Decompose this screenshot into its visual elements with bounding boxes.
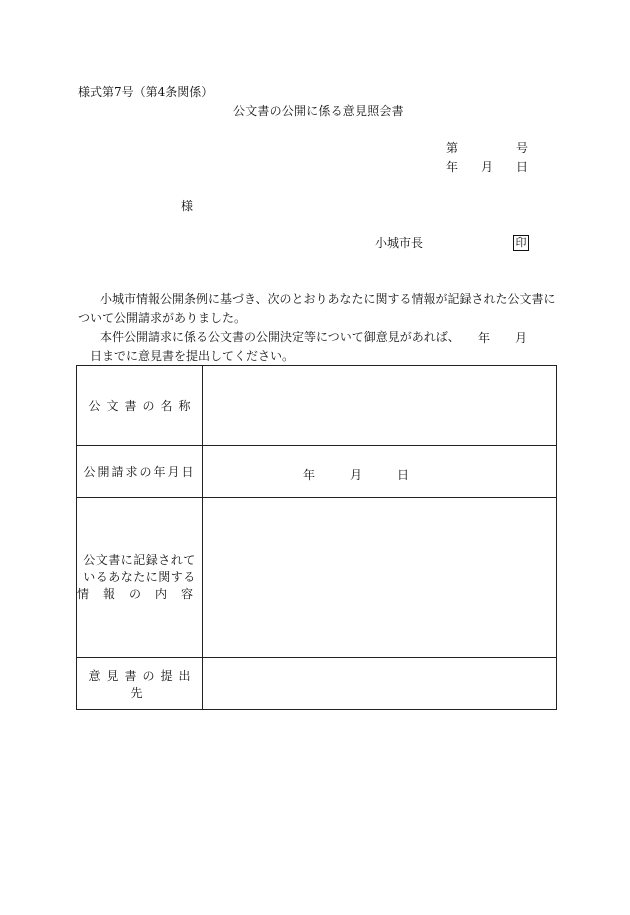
issue-date-year: 年 <box>446 160 459 174</box>
request-date-year: 年 <box>303 468 316 482</box>
issue-date-day: 日 <box>516 160 529 174</box>
reference-number-suffix: 号 <box>516 141 529 155</box>
opinion-form-table <box>76 365 557 710</box>
table-row <box>77 366 557 446</box>
label-information-content: 公文書に記録されて いるあなたに関する 情報の内容 <box>77 498 203 658</box>
reference-number-prefix: 第 <box>446 141 459 155</box>
paragraph2-line2: 日までに意見書を提出してください。 <box>90 349 295 363</box>
request-date-day: 日 <box>397 468 410 482</box>
form-number: 様式第7号（第4条関係） <box>78 85 214 99</box>
table-row <box>77 446 557 498</box>
paragraph-opinion-request <box>78 328 563 366</box>
table-row <box>77 498 557 658</box>
deadline-year: 年 <box>478 331 491 345</box>
seal-mark: 印 <box>513 235 529 251</box>
label-submission-destination: 意見書の提出先 <box>77 658 203 710</box>
field-information-content[interactable] <box>203 498 557 658</box>
table-row <box>77 658 557 710</box>
issuer-name: 小城市長 <box>375 236 424 250</box>
label-document-name: 公文書の名称 <box>77 366 203 446</box>
paragraph1-line1: 小城市情報公開条例に基づき、次のとおりあなたに関する情報が記録された公文書に <box>100 292 556 306</box>
deadline-month: 月 <box>515 331 528 345</box>
field-request-date[interactable] <box>203 446 557 498</box>
paragraph2-line1: 本件公開請求に係る公文書の公開決定等について御意見があれば、 <box>100 330 460 344</box>
paragraph-request-notice <box>78 290 563 328</box>
field-document-name[interactable] <box>203 366 557 446</box>
addressee-honorific: 様 <box>181 199 194 213</box>
label-request-date: 公開請求の年月日 <box>77 446 203 498</box>
field-submission-destination[interactable] <box>203 658 557 710</box>
request-date-month: 月 <box>350 468 363 482</box>
document-title: 公文書の公開に係る意見照会書 <box>233 104 404 118</box>
paragraph1-line2: ついて公開請求がありました。 <box>78 311 247 325</box>
issue-date-month: 月 <box>481 160 494 174</box>
